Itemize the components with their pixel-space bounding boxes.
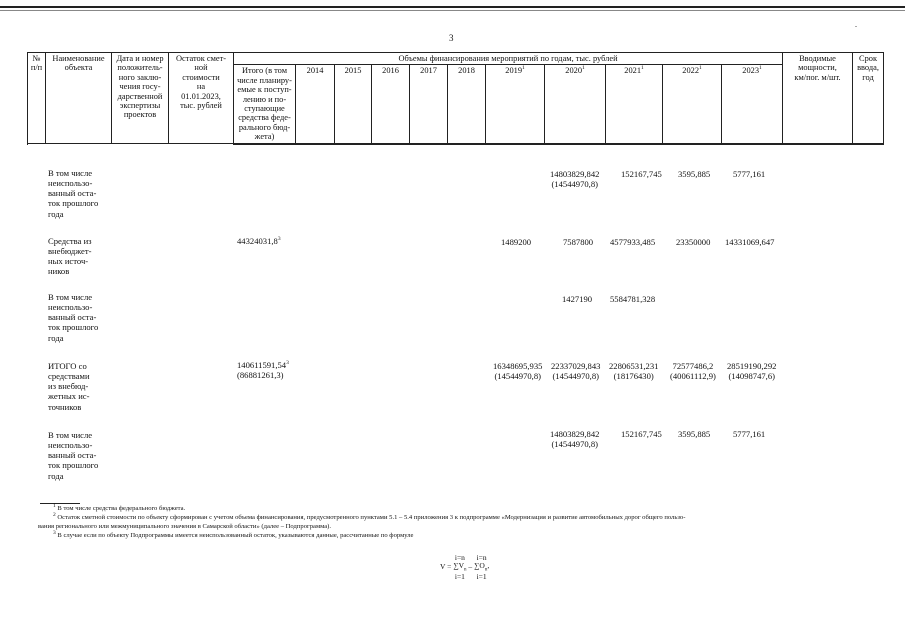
col-total-header: Итого (в том числе планиру- емые к поступ- лению и по- ступающие средства феде- рального бюд- жета)	[234, 65, 296, 143]
scan-dot: .	[855, 20, 857, 29]
row-4-2021: 22806531,231 (18176430)	[609, 361, 659, 382]
formula-sum-2: i=n $\sum O_n$, i=1	[474, 553, 490, 581]
year-2018-header: 2018	[448, 65, 486, 143]
row-5-label: В том числе неиспользо- ванный оста- ток прошлого года	[48, 430, 99, 481]
row-3-label: В том числе неиспользо- ванный оста- ток прошлого года	[48, 292, 99, 343]
year-2019-header: 2019$^1$	[486, 65, 545, 143]
row-1-2022: 3595,885	[678, 169, 711, 179]
col-name-header: Наименование объекта	[46, 53, 112, 144]
row-2-2020: 7587800	[563, 237, 594, 247]
year-2015-header: 2015	[335, 65, 372, 143]
col-capacity-header: Вводимые мощности, км/пог. м/шт.	[783, 53, 853, 144]
formula-minus: –	[468, 561, 473, 571]
formula-sum-1: i=n $\sum V_n$ i=1	[453, 553, 467, 581]
row-1-2021: 152167,745	[621, 169, 662, 179]
row-4-2023: 28519190,292 (14098747,6)	[727, 361, 777, 382]
row-3-2020: 1427190	[562, 294, 593, 304]
row-2-total: 44324031,8$^3$	[237, 236, 281, 246]
year-2021-header: 2021$^1$	[606, 65, 663, 143]
row-2-2019: 1489200	[501, 237, 532, 247]
col-expertise-header: Дата и номер положитель- ного заклю- чения госу- дарственной экспертизы проектов	[112, 53, 169, 144]
row-2-2022: 23350000	[676, 237, 711, 247]
col-term-header: Срок ввода, год	[853, 53, 884, 144]
row-1-2020: 14803829,842 (14544970,8)	[550, 169, 600, 190]
row-4-total: 140611591,54$^3$ (86881261,3)	[237, 360, 289, 381]
year-2014-header: 2014	[296, 65, 335, 143]
footnote-rule	[40, 503, 80, 504]
row-2-2023: 14331069,647	[725, 237, 775, 247]
row-1-2023: 5777,161	[733, 169, 766, 179]
row-4-2022: 72577486,2 (40061112,9)	[670, 361, 716, 382]
year-2023-header: 2023$^1$	[722, 65, 783, 143]
financing-header-table	[27, 52, 884, 145]
year-2016-header: 2016	[372, 65, 410, 143]
formula-lhs: V =	[440, 561, 452, 571]
footnote-3: $^3$ В случае если по объекту Подпрограммы имеется неиспользованный остаток, указываются данные, рассчитанные по формуле	[53, 529, 414, 539]
year-2020-header: 2020$^1$	[545, 65, 606, 143]
formula	[440, 554, 489, 581]
row-2-label: Средства из внебюджет- ных источ- ников	[48, 236, 92, 277]
top-rule-thin	[0, 10, 905, 11]
year-2017-header: 2017	[410, 65, 448, 143]
row-4-label: ИТОГО со средствами из внебюд- жетных ис- точников	[48, 361, 90, 412]
footnote-1: $^1$ В том числе средства федерального бюджета.	[53, 502, 186, 512]
col-remainder-header: Остаток смет- ной стоимости на 01.01.2023, тыс. рублей	[169, 53, 234, 144]
footnote-2-cont: вания регионального или межмуниципального значения в Самарской области» (далее – Подпрограмма).	[38, 523, 332, 530]
col-num-header: № п/п	[28, 53, 46, 144]
row-5-2023: 5777,161	[733, 429, 766, 439]
row-3-2021: 5584781,328	[610, 294, 656, 304]
year-2022-header: 2022$^1$	[663, 65, 722, 143]
row-4-2020: 22337029,843 (14544970,8)	[551, 361, 601, 382]
top-rule	[0, 6, 905, 8]
financing-title: Объемы финансирования мероприятий по годам, тыс. рублей	[234, 53, 783, 65]
row-5-2022: 3595,885	[678, 429, 711, 439]
row-5-2020: 14803829,842 (14544970,8)	[550, 429, 600, 450]
row-2-2021: 4577933,485	[610, 237, 656, 247]
page-number: 3	[449, 33, 454, 43]
row-4-2019: 16348695,935 (14544970,8)	[493, 361, 543, 382]
row-1-label: В том числе неиспользо- ванный оста- ток прошлого года	[48, 168, 99, 219]
footnote-2: $^2$ Остаток сметной стоимости по объекту сформирован с учетом объема финансирования, предусмотренного пунктами 5.1 – 5.4 приложения 3 к подпрограмме «Модернизация и развитие автомобильных дорог общего пользо-	[53, 511, 686, 521]
row-5-2021: 152167,745	[621, 429, 662, 439]
